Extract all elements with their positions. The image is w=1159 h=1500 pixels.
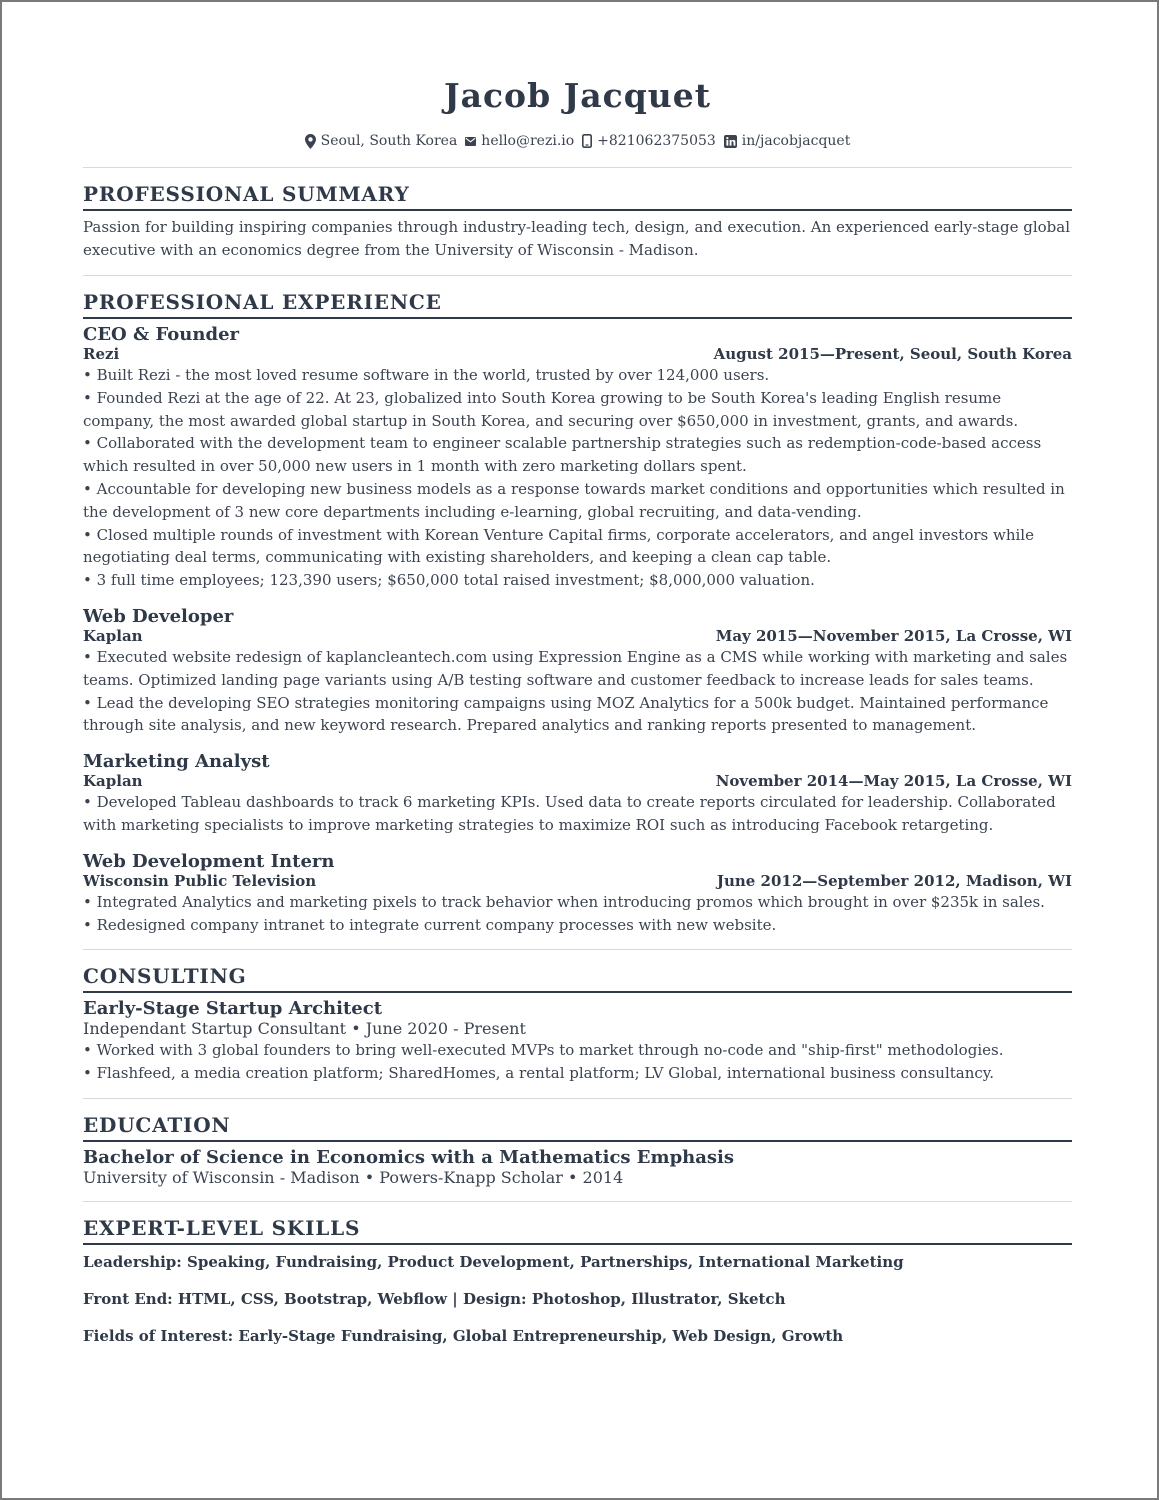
education-section [83, 1112, 1072, 1188]
divider [83, 949, 1072, 950]
job-meta [83, 627, 1072, 646]
phone-text[interactable]: +821062375053 [597, 133, 716, 149]
job-bullet: • Built Rezi - the most loved resume software in the world, trusted by over 124,000 users. [83, 366, 770, 384]
skill-line: Front End: HTML, CSS, Bootstrap, Webflow | Design: Photoshop, Illustrator, Sketch [83, 1289, 786, 1308]
location-text: Seoul, South Korea [320, 133, 458, 149]
job-dates: June 2012—September 2012, Madison, WI [716, 871, 1072, 890]
job-title: CEO & Founder [83, 324, 240, 345]
job-bullet: • Collaborated with the development team to engineer scalable partnership strategies such as redemption-code-based access which resulted in over 50,000 new users in 1 month with zero marketing dollars spent. [83, 434, 1042, 476]
job-entry [83, 606, 1072, 737]
contact-linkedin[interactable] [724, 133, 851, 149]
contact-bar [83, 130, 1072, 152]
phone-icon [582, 134, 592, 148]
summary-section [83, 181, 1072, 262]
job-meta [83, 345, 1072, 364]
contact-location [305, 133, 458, 149]
job-title: Web Development Intern [83, 850, 335, 872]
map-pin-icon [305, 134, 316, 149]
job-bullet: • Accountable for developing new business models as a response towards market conditions and opportunities which resulted in the development of 3 new core departments including e-learning, global recruiting, and data-vending. [83, 479, 1065, 521]
job-bullet: • Executed website redesign of kaplancleantech.com using Expression Engine as a CMS while working with marketing and sales teams. Optimized landing page variants using A/B testing software and customer feedback to increase leads for sales teams. [83, 647, 1068, 689]
job-meta [83, 872, 1072, 891]
education-subline: University of Wisconsin - Madison • Powers-Knapp Scholar • 2014 [83, 1167, 624, 1187]
company-name: Wisconsin Public Television [83, 871, 317, 890]
job-title: Web Developer [83, 605, 234, 627]
candidate-name: Jacob Jacquet [443, 76, 712, 115]
linkedin-text[interactable]: in/jacobjacquet [741, 133, 851, 149]
divider [83, 1098, 1072, 1099]
section-title-consulting: CONSULTING [83, 963, 1072, 993]
linkedin-icon [724, 135, 737, 148]
job-bullet: • Developed Tableau dashboards to track 6 marketing KPIs. Used data to create reports circulated for leadership. Collaborated with marketing specialists to improve marketing strategies to maximize ROI such as introducing Facebook retargeting. [83, 793, 1056, 834]
skills-section [83, 1215, 1072, 1346]
company-name: Kaplan [83, 772, 143, 791]
job-bullet: • 3 full time employees; 123,390 users; $650,000 total raised investment; $8,000,000 valuation. [83, 571, 815, 590]
company-name: Rezi [83, 345, 120, 363]
job-entry [83, 324, 1072, 592]
divider [83, 275, 1072, 276]
email-text[interactable]: hello@rezi.io [481, 133, 575, 149]
job-dates: August 2015—Present, Seoul, South Korea [713, 345, 1072, 363]
education-degree: Bachelor of Science in Economics with a Mathematics Emphasis [83, 1146, 735, 1168]
job-bullet: • Founded Rezi at the age of 22. At 23, globalized into South Korea growing to be South Korea's leading English resume company, the most awarded global startup in South Korea, and securing over $650,000 in investment, grants, and awards. [83, 388, 1019, 430]
section-title-experience: PROFESSIONAL EXPERIENCE [83, 289, 1072, 319]
consulting-bullet: • Worked with 3 global founders to bring well-executed MVPs to market through no-code and "ship-first" methodologies. [83, 1041, 1004, 1060]
summary-text: Passion for building inspiring companies through industry-leading tech, design, and execution. An experienced early-stage global executive with an economics degree from the University of Wisconsin - Madison. [83, 218, 1070, 259]
job-bullet: • Lead the developing SEO strategies monitoring campaigns using MOZ Analytics for a 500k budget. Maintained performance through site analysis, and new keyword research. Prepared analytics and ranking reports presented to management. [83, 693, 1049, 735]
consulting-bullet: • Flashfeed, a media creation platform; SharedHomes, a rental platform; LV Global, international business consultancy. [83, 1064, 995, 1083]
job-dates: November 2014—May 2015, La Crosse, WI [715, 772, 1072, 791]
job-bullet: • Redesigned company intranet to integrate current company processes with new website. [83, 915, 777, 934]
contact-phone[interactable] [582, 133, 716, 149]
envelope-icon [465, 137, 476, 146]
job-meta [83, 772, 1072, 791]
section-title-education: EDUCATION [83, 1112, 1072, 1142]
consulting-subline: Independant Startup Consultant • June 2020 - Present [83, 1019, 526, 1039]
consulting-role: Early-Stage Startup Architect [83, 998, 383, 1020]
contact-email[interactable] [465, 133, 574, 149]
job-bullet: • Integrated Analytics and marketing pixels to track behavior when introducing promos which brought in over $235k in sales. [83, 892, 1045, 911]
job-title: Marketing Analyst [83, 751, 270, 773]
consulting-section [83, 963, 1072, 1085]
experience-section [83, 289, 1072, 936]
job-dates: May 2015—November 2015, La Crosse, WI [715, 626, 1072, 645]
job-entry [83, 751, 1072, 837]
section-title-skills: EXPERT-LEVEL SKILLS [83, 1215, 1072, 1245]
skill-line: Fields of Interest: Early-Stage Fundraising, Global Entrepreneurship, Web Design, Growth [83, 1326, 844, 1345]
job-entry [83, 851, 1072, 937]
company-name: Kaplan [83, 626, 143, 645]
skill-line: Leadership: Speaking, Fundraising, Product Development, Partnerships, International Marketing [83, 1252, 904, 1271]
job-bullet: • Closed multiple rounds of investment with Korean Venture Capital firms, corporate accelerators, and angel investors while negotiating deal terms, communicating with existing shareholders, and keeping a clean cap table. [83, 525, 1034, 567]
section-title-summary: PROFESSIONAL SUMMARY [83, 181, 1072, 211]
resume-content [83, 0, 1072, 1346]
divider [83, 167, 1072, 168]
divider [83, 1201, 1072, 1202]
